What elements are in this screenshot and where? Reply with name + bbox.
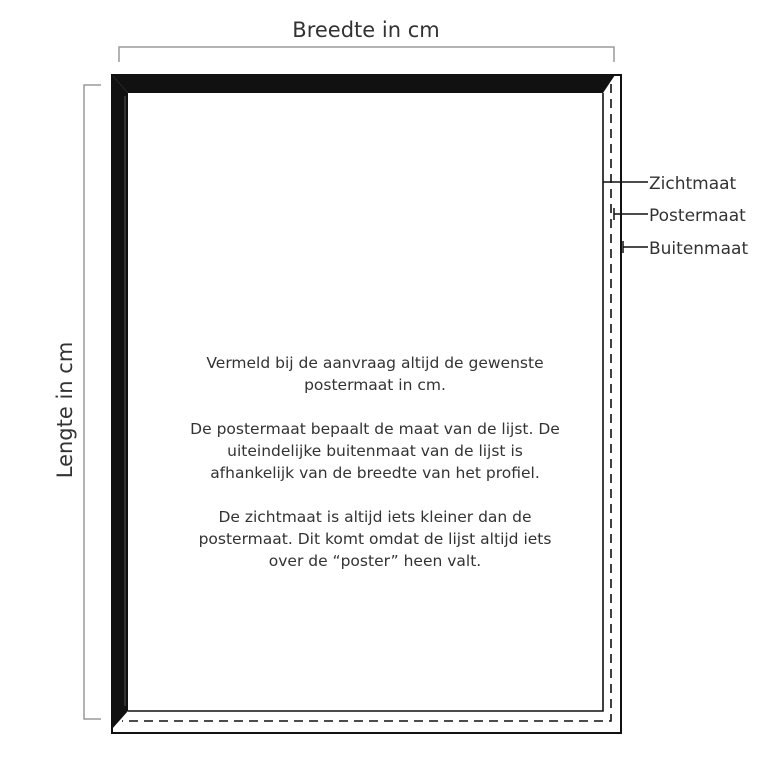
sight-label: Zichtmaat — [649, 174, 737, 194]
poster-leader — [614, 208, 648, 220]
length-dimension-bracket — [84, 85, 101, 719]
frame-profile-left — [112, 75, 128, 729]
description-text — [190, 352, 560, 594]
frame-profile-top — [112, 75, 615, 93]
poster-label: Postermaat — [649, 206, 746, 226]
description-paragraph-3: De zichtmaat is altijd iets kleiner dan de postermaat. Dit komt omdat de lijst altijd iets over de “poster” heen valt. — [198, 508, 552, 570]
width-dimension-bracket — [119, 47, 614, 62]
description-paragraph-1: Vermeld bij de aanvraag altijd de gewenste postermaat in cm. — [206, 354, 544, 394]
length-label: Lengte in cm — [53, 341, 77, 479]
description-paragraph-2: De postermaat bepaalt de maat van de lijst. De uiteindelijke buitenmaat van de lijst is afhankelijk van de breedte van het profiel. — [190, 420, 560, 482]
outer-leader — [623, 241, 648, 253]
outer-label: Buitenmaat — [649, 239, 749, 259]
width-label: Breedte in cm — [292, 18, 440, 42]
